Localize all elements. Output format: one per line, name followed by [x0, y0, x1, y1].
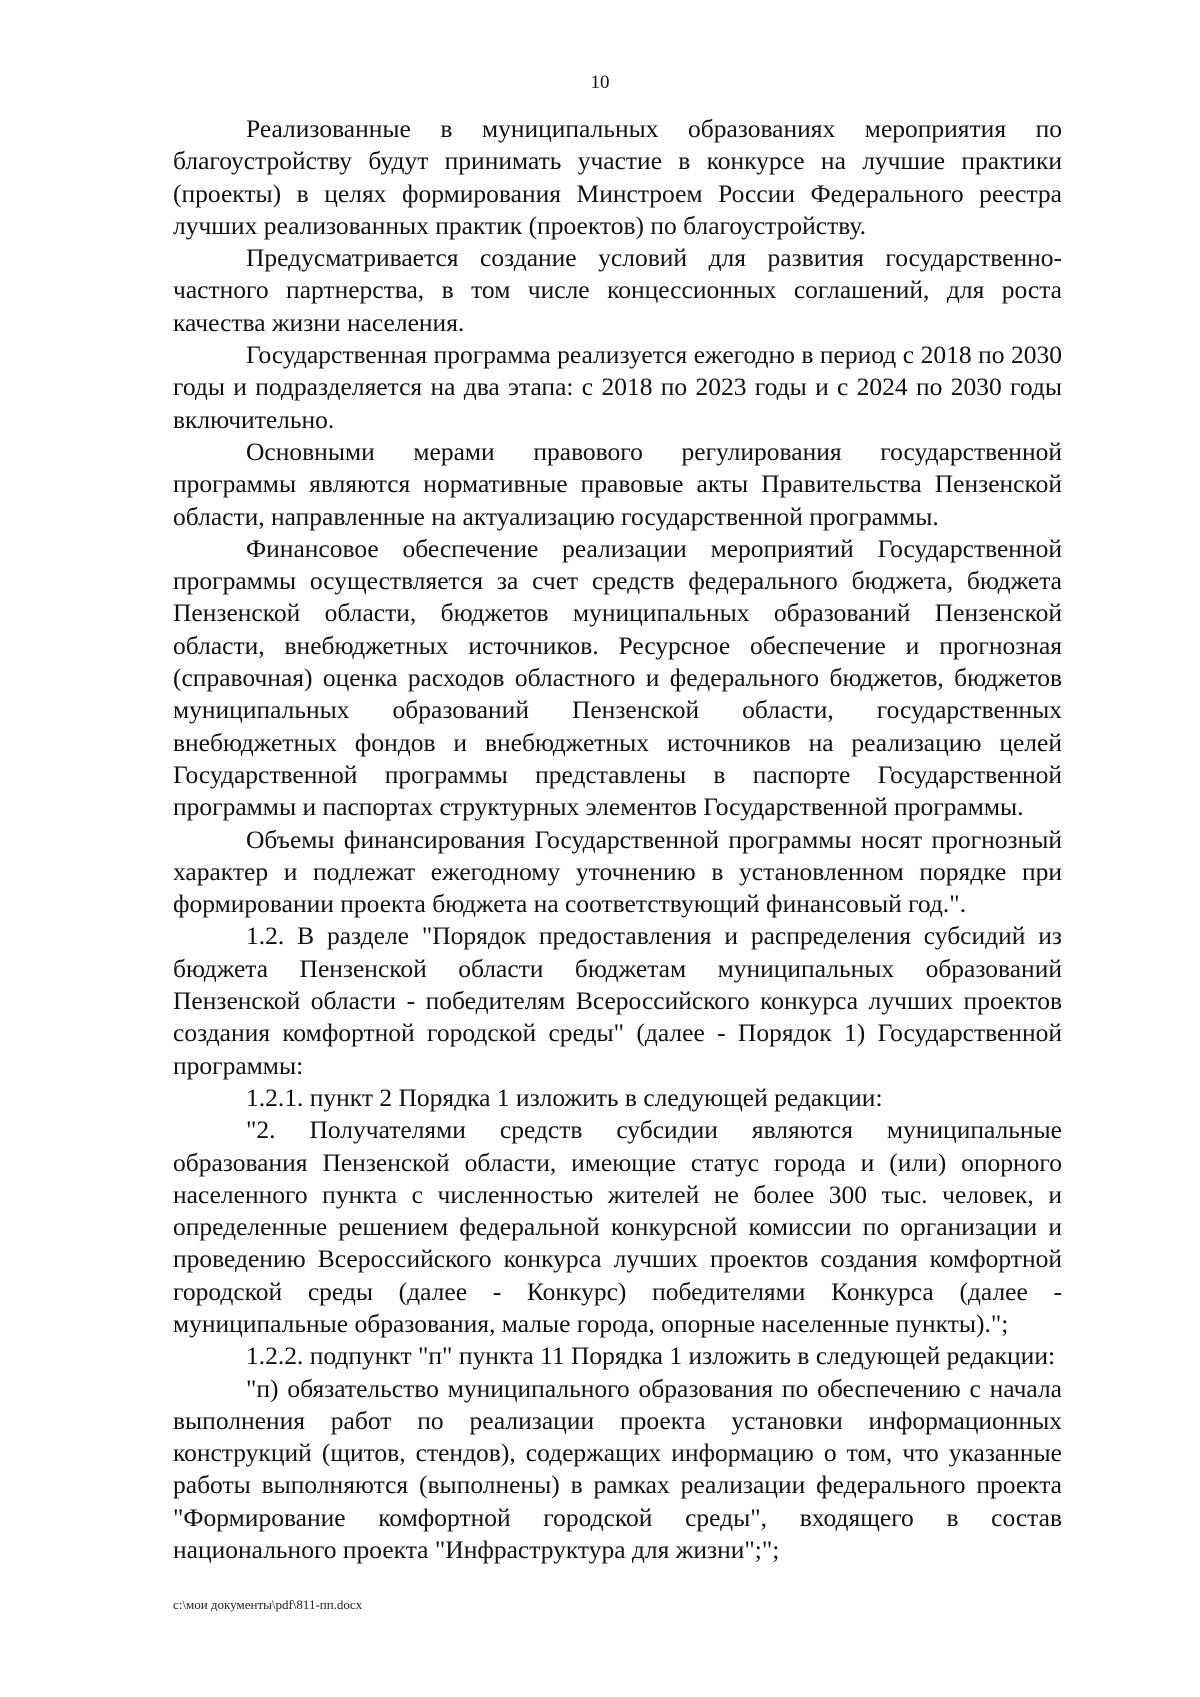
paragraph-funding-volumes: Объемы финансирования Государственной программы носят прогнозный характер и подлежат ежегодному уточнению в установленном порядке при формировании проекта бюджета на соответствующий финансовый год.".	[173, 824, 1062, 919]
paragraph-program-stages: Государственная программа реализуется ежегодно в период с 2018 по 2030 годы и подразделяется на два этапа: с 2018 по 2023 годы и с 2024 по 2030 годы включительно.	[173, 340, 1062, 434]
document-body	[173, 113, 1062, 1566]
page-number: 10	[590, 72, 610, 93]
paragraph-item-1-2-1: 1.2.1. пункт 2 Порядка 1 изложить в следующей редакции:	[246, 1082, 883, 1112]
footer-file-path: c:\мои документы\pdf\811-пп.docx	[173, 1597, 363, 1612]
paragraph-financial-support: Финансовое обеспечение реализации мероприятий Государственной программы осуществляется за счет средств федерального бюджета, бюджета Пензенской области, бюджетов муниципальных образований Пензенской области, внебюджетных источников. Ресурсное обеспечение и прогнозная (справочная) оценка расходов областного и федерального бюджетов, бюджетов муниципальных образований Пензенской области, государственных внебюджетных фондов и внебюджетных источников на реализацию целей Государственной программы представлены в паспорте Государственной программы и паспортах структурных элементов Государственной программы.	[173, 533, 1062, 822]
paragraph-information-obligation: "п) обязательство муниципального образования по обеспечению с начала выполнения работ по реализации проекта установки информационных конструкций (щитов, стендов), содержащих информацию о том, что указанные работы выполняются (выполнены) в рамках реализации федерального проекта "Формирование комфортной городской среды", входящего в состав национального проекта "Инфраструктура для жизни";";	[173, 1373, 1062, 1565]
paragraph-subsidy-recipients: "2. Получателями средств субсидии являются муниципальные образования Пензенской области, имеющие статус города и (или) опорного населенного пункта с численностью жителей не более 300 тыс. человек, и определенные решением федеральной конкурсной комиссии по организации и проведению Всероссийского конкурса лучших проектов создания комфортной городской среды (далее - Конкурс) победителями Конкурса (далее - муниципальные образования, малые города, опорные населенные пункты).";	[173, 1115, 1062, 1338]
paragraph-legal-regulation: Основными мерами правового регулирования государственной программы являются нормативные правовые акты Правительства Пензенской области, направленные на актуализацию государственной программы.	[173, 436, 1062, 531]
paragraph-section-1-2: 1.2. В разделе "Порядок предоставления и распределения субсидий из бюджета Пензенской области бюджетам муниципальных образований Пензенской области - победителям Всероссийского конкурса лучших проектов создания комфортной городской среды" (далее - Порядок 1) Государственной программы:	[173, 921, 1062, 1080]
paragraph-public-private-partnership: Предусматривается создание условий для развития государственно-частного партнерства, в том числе концессионных соглашений, для роста качества жизни населения.	[173, 243, 1062, 337]
paragraph-item-1-2-2: 1.2.2. подпункт "п" пункта 11 Порядка 1 изложить в следующей редакции:	[246, 1341, 1056, 1371]
paragraph-improvement-practices: Реализованные в муниципальных образованиях мероприятия по благоустройству будут принимать участие в конкурсе на лучшие практики (проекты) в целях формирования Минстроем России Федерального реестра лучших реализованных практик (проектов) по благоустройству.	[173, 114, 1062, 240]
